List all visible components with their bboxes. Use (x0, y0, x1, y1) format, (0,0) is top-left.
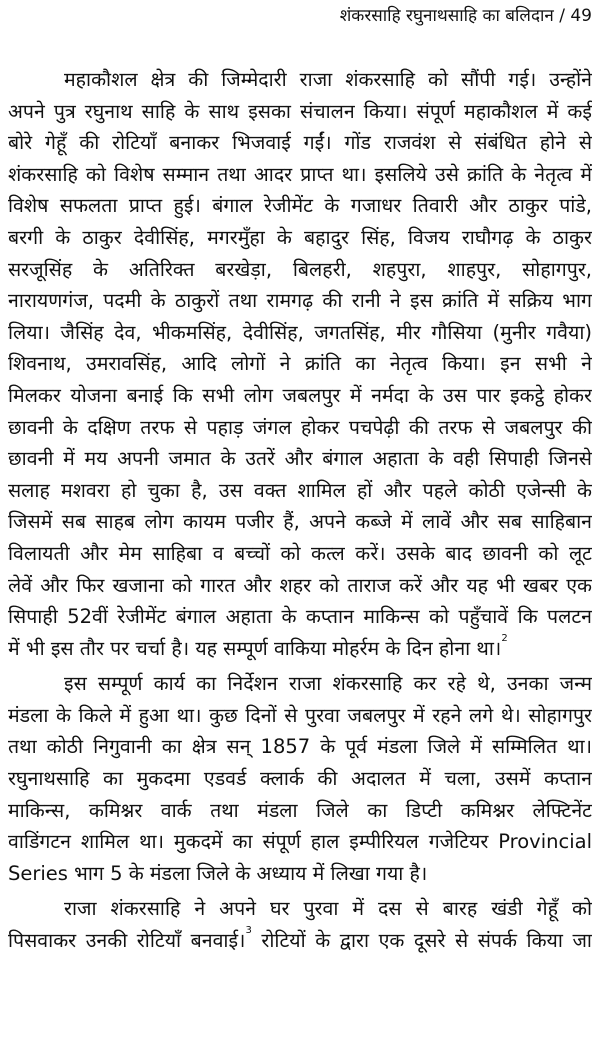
text-line: महाकौशल क्षेत्र की जिम्मेदारी राजा शंकरसाहि को सौंपी गई। उन्होंने (64, 68, 592, 91)
text: Series भाग 5 के मंडला जिले के अध्याय में लिखा गया है। (8, 861, 428, 885)
text-line: जिसमें सब साहब लोग कायम पजीर हैं, अपने कब्जे में लावें और सब साहिबान (8, 510, 592, 534)
text-line: सरजूसिंह के अतिरिक्त बरखेड़ा, बिलहरी, शहपुरा, शाहपुर, सोहागपुर, (8, 257, 592, 281)
text-line: शिवनाथ, उमरावसिंह, आदि लोगों ने क्रांति का नेतृत्व किया। इन सभी ने (8, 352, 592, 376)
page-number: 49 (570, 6, 592, 26)
text-line: नारायणगंज, पदमी के ठाकुरों तथा रामगढ़ की रानी ने इस क्रांति में सक्रिय भाग (8, 289, 592, 313)
text-line: बरगी के ठाकुर देवीसिंह, मगरमुँहा के बहादुर सिंह, विजय राघौगढ़ के ठाकुर (8, 225, 592, 249)
text-line: राजा शंकरसाहि ने अपने घर पुरवा में दस से बारह खंडी गेहूँ को (64, 897, 592, 921)
book-title: शंकरसाहि रघुनाथसाहि का बलिदान (339, 6, 554, 26)
text-line: छावनी में मय अपनी जमात के उतरें और बंगाल अहाता के वही सिपाही जिनसे (8, 447, 592, 471)
paragraph-3 (8, 893, 592, 956)
running-header (340, 4, 592, 28)
text-line: लिया। जैसिंह देव, भीकमसिंह, देवीसिंह, जगतसिंह, मीर गौसिया (मुनीर गवैया) (8, 320, 592, 344)
footnote-marker: 3 (245, 925, 252, 937)
text-line: इस सम्पूर्ण कार्य का निर्देशन राजा शंकरसाहि कर रहे थे, उनका जन्म (64, 672, 592, 696)
text-line: मिलकर योजना बनाई कि सभी लोग जबलपुर में नर्मदा के उस पार इकट्ठे होकर (8, 383, 592, 407)
text-line: रघुनाथसाहि का मुकदमा एडवर्ड क्लार्क की अदालत में चला, उसमें कप्तान (8, 767, 592, 791)
text-line: शंकरसाहि को विशेष सम्मान तथा आदर प्राप्त था। इसलिये उसे क्रांति के नेतृत्व में (8, 162, 592, 186)
text: पिसवाकर उनकी रोटियाँ बनवाई। (8, 929, 246, 953)
text-line: मंडला के किले में हुआ था। कुछ दिनों से पुरवा जबलपुर में रहने लगे थे। सोहागपुर (8, 703, 592, 727)
text-line (8, 925, 592, 957)
text: रोटियों के द्वारा एक दूसरे से संपर्क किया जा (251, 929, 592, 953)
text-line: तथा कोठी निगुवानी का क्षेत्र सन् 1857 के पूर्व मंडला जिले में सम्मिलित था। (8, 735, 592, 759)
text-line: बोरे गेहूँ की रोटियाँ बनाकर भिजवाई गईं। गोंड राजवंश से संबंधित होने से (8, 131, 592, 155)
header-separator: / (559, 6, 565, 26)
text-line: वाडिंगटन शामिल था। मुकदमें का संपूर्ण हाल इम्पीरियल गजेटियर Provincial (8, 830, 592, 854)
text-line-last (8, 858, 592, 890)
paragraph-2 (8, 668, 592, 889)
text-line: लेवें और फिर खजाना को गारत और शहर को ताराज करें और यह भी खबर एक (8, 573, 592, 597)
text-line-last (8, 633, 592, 665)
text-line: माकिन्स, कमिश्नर वार्क तथा मंडला जिले का डिप्टी कमिश्नर लेफ्टिनेंट (8, 798, 592, 822)
text-line: छावनी के दक्षिण तरफ से पहाड़ जंगल होकर पचपेढ़ी की तरफ से जबलपुर की (8, 415, 592, 439)
text-line: अपने पुत्र रघुनाथ साहि के साथ इसका संचालन किया। संपूर्ण महाकौशल में कई (8, 99, 592, 123)
paragraph-1 (8, 64, 592, 664)
text-line: विलायती और मेम साहिबा व बच्चों को कत्ल करें। उसके बाद छावनी को लूट (8, 541, 592, 565)
text-line: सिपाही 52वीं रेजीमेंट बंगाल अहाता के कप्तान माकिन्स को पहुँचावें कि पलटन (8, 605, 592, 629)
text-line: विशेष सफलता प्राप्त हुई। बंगाल रेजीमेंट के गजाधर तिवारी और ठाकुर पांडे, (8, 194, 592, 218)
page-body (8, 64, 592, 961)
text: में भी इस तौर पर चर्चा है। यह सम्पूर्ण वाकिया मोहर्रम के दिन होना था। (8, 636, 502, 660)
footnote-marker: 2 (501, 632, 508, 644)
text-line: सलाह मशवरा हो चुका है, उस वक्त शामिल हों और पहले कोठी एजेन्सी के (8, 478, 592, 502)
